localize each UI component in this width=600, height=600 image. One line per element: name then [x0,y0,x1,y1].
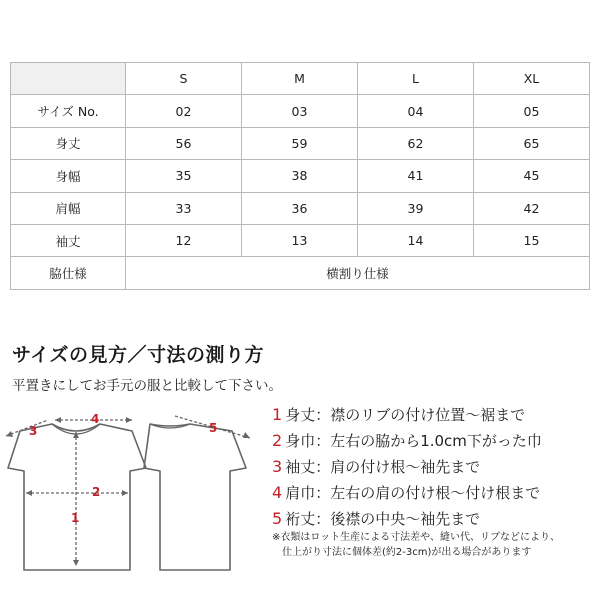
table-corner-cell [11,63,126,95]
table-cell: 12 [126,224,242,256]
table-row [11,160,590,192]
legend-text: 身巾：左右の脇から1.0cm下がった巾 [285,432,542,450]
legend-number: 4 [272,483,283,502]
spec-cell: 横割り仕様 [126,257,590,289]
table-cell: 05 [474,95,590,127]
table-cell: 04 [358,95,474,127]
note-line-2: 仕上がり寸法に個体差(約2-3cm)が出る場合があります [282,547,532,558]
table-cell: 35 [126,160,242,192]
measure-line-3 [6,420,48,436]
table-cell: 14 [358,224,474,256]
table-cell: 36 [242,192,358,224]
arrowhead [73,560,79,566]
legend-item [272,454,542,480]
table-row [11,127,590,159]
table-cell: 65 [474,127,590,159]
size-table [10,62,590,290]
measurement-legend [272,402,542,532]
legend-text: 身丈：襟のリブの付け位置～裾まで [285,406,526,424]
legend-number: 5 [272,509,283,528]
section-subtitle: 平置きにしてお手元の服と比較して下さい。 [12,378,282,394]
tshirt-diagram [0,398,270,578]
table-cell: 62 [358,127,474,159]
legend-item [272,428,542,454]
table-cell: 42 [474,192,590,224]
row-label: 身幅 [11,160,126,192]
measure-label-1: 1 [71,511,80,525]
row-label: 肩幅 [11,192,126,224]
legend-item [272,480,542,506]
size-col-header: S [126,63,242,95]
table-cell: 59 [242,127,358,159]
arrowhead [126,417,132,423]
measure-label-4: 4 [91,412,100,426]
size-col-header: XL [474,63,590,95]
row-label: サイズ No. [11,95,126,127]
measure-label-2: 2 [92,485,101,499]
row-label: 身丈 [11,127,126,159]
arrowhead [122,490,128,496]
size-header-row [11,63,590,95]
arrowhead [6,431,13,437]
table-cell: 41 [358,160,474,192]
tshirt-front-outline [8,424,146,570]
arrowhead [26,490,32,496]
note-line-1: ※衣類はロット生産による寸法差や、縫い代、リブなどにより、 [272,532,560,543]
arrowhead [55,417,61,423]
table-cell: 45 [474,160,590,192]
legend-text: 肩巾：左右の肩の付け根～付け根まで [285,484,541,502]
table-cell: 13 [242,224,358,256]
arrowhead [73,432,79,438]
size-col-header: M [242,63,358,95]
table-cell: 15 [474,224,590,256]
legend-number: 3 [272,457,283,476]
table-cell: 03 [242,95,358,127]
legend-item [272,402,542,428]
table-cell: 38 [242,160,358,192]
legend-number: 1 [272,405,283,424]
size-note [272,530,560,560]
table-cell: 33 [126,192,242,224]
legend-text: 袖丈：肩の付け根～袖先まで [285,458,481,476]
row-label: 袖丈 [11,224,126,256]
tshirt-back-outline [144,424,246,570]
table-cell: 39 [358,192,474,224]
legend-number: 2 [272,431,283,450]
table-row [11,224,590,256]
size-col-header: L [358,63,474,95]
table-row [11,95,590,127]
row-label: 脇仕様 [11,257,126,289]
section-title: サイズの見方／寸法の測り方 [12,344,264,366]
measure-label-5: 5 [209,421,218,435]
spec-row [11,257,590,289]
arrowhead [243,432,250,438]
measure-label-3: 3 [29,424,38,438]
table-row [11,192,590,224]
table-cell: 56 [126,127,242,159]
table-cell: 02 [126,95,242,127]
legend-text: 裄丈：後襟の中央～袖先まで [285,510,481,528]
legend-item [272,506,542,532]
